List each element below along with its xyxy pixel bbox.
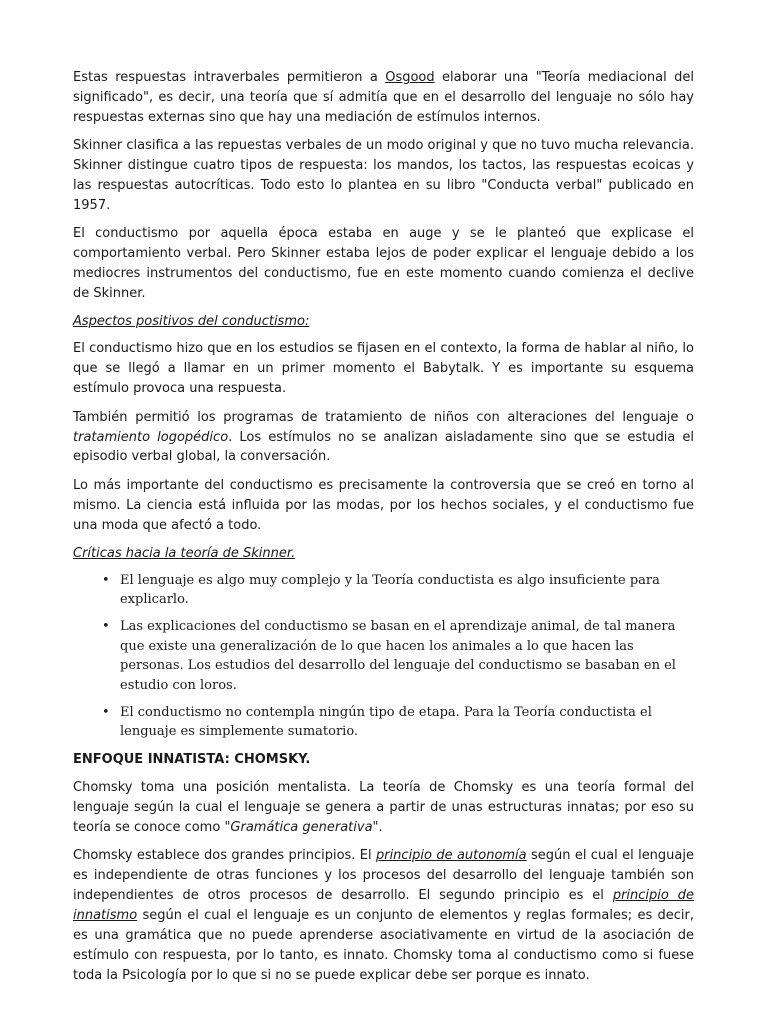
list-item — [73, 703, 694, 742]
bullet-icon: • — [102, 572, 110, 588]
text-span: según el cual el lenguaje es un conjunto de elementos y reglas formales; es decir, es una gramática que no puede aprenderse asociativamente en virtud de la asociación de estímulo con respuesta, por lo tanto, es innato. Chomsky toma al conductismo como si fuese toda la Psicología por lo que si no se puede explicar debe ser porque es innato. — [73, 907, 694, 983]
emphasis-text: principio de innatismo — [73, 887, 694, 923]
bullet-icon: • — [102, 704, 110, 720]
heading-criticisms: Críticas hacia la teoría de Skinner. — [73, 546, 296, 562]
text-span: Estas respuestas intraverbales permitieron a — [73, 70, 386, 85]
paragraph-controversy: Lo más importante del conductismo es precisamente la controversia que se creó en torno al mismo. La ciencia está influida por las modas, por los hechos sociales, y el conductismo fue una moda que afectó a todo. — [73, 477, 694, 533]
text-span: . — [378, 819, 383, 835]
emphasis-text: "Gramática generativa" — [224, 819, 379, 835]
criticism-list — [73, 571, 694, 742]
text-span: También permitió los programas de tratamiento de niños con alteraciones del lenguaje o — [73, 409, 694, 425]
paragraph-osgood — [73, 68, 694, 128]
text-span: Chomsky toma una posición mentalista. La teoría de Chomsky es una teoría formal del lenguaje según la cual el lenguaje se genera a partir de unas estructuras innatas; por eso su teoría se conoce como — [73, 779, 694, 835]
emphasis-text: principio de autonomía — [375, 848, 527, 864]
list-item-text: El lenguaje es algo muy complejo y la Teoría conductista es algo insuficiente para explicarlo. — [120, 572, 660, 608]
bullet-icon: • — [102, 619, 110, 635]
paragraph-babytalk: El conductismo hizo que en los estudios se fijasen en el contexto, la forma de hablar al niño, lo que se llegó a llamar en un primer momento el Babytalk. Y es importante su esquema estímulo provoca una respuesta. — [73, 341, 694, 397]
heading-positive-aspects: Aspectos positivos del conductismo: — [73, 314, 310, 330]
paragraph-treatment — [73, 408, 694, 468]
text-span: . Los estímulos no se analizan aisladamente sino que se estudia el episodio verbal global, la conversación. — [73, 429, 695, 465]
emphasis-text: tratamiento logopédico — [73, 429, 229, 445]
text-span: Chomsky establece dos grandes principios. El — [73, 848, 376, 864]
text-span: según el cual el lenguaje es independiente de otras funciones y los procesos del desarrollo del lenguaje también son independientes de otros procesos de desarrollo. El segundo principio es el — [73, 848, 694, 903]
osgood-link[interactable]: Osgood — [385, 70, 435, 85]
list-item-text: El conductismo no contempla ningún tipo de etapa. Para la Teoría conductista el lenguaje es simplemente sumatorio. — [120, 704, 652, 740]
list-item — [73, 617, 694, 695]
list-item-text: Las explicaciones del conductismo se basan en el aprendizaje animal, de tal manera que existe una generalización de lo que hacen los animales a lo que hacen las personas. Los estudios del desarrollo del lenguaje del conductismo se basaban en el estudio con loros. — [120, 619, 676, 693]
paragraph-chomsky-mentalist — [73, 778, 694, 838]
list-item — [73, 571, 694, 610]
text-span: elaborar una "Teoría mediacional del significado", es decir, una teoría que sí admitía que en el desarrollo del lenguaje no sólo hay respuestas externas sino que hay una mediación de estímulos internos. — [73, 70, 694, 125]
paragraph-skinner-classification: Skinner clasifica a las repuestas verbales de un modo original y que no tuvo mucha relevancia. Skinner distingue cuatro tipos de respuesta: los mandos, los tactos, las respuestas ecoicas y las respuestas autocríticas. Todo esto lo plantea en su libro "Conducta verbal" publicado en 1957. — [73, 138, 694, 213]
paragraph-skinner-decline: El conductismo por aquella época estaba en auge y se le planteó que explicase el comportamiento verbal. Pero Skinner estaba lejos de poder explicar el lenguaje debido a los mediocres instrumentos del conductismo, fue en este momento cuando comienza el declive de Skinner. — [73, 226, 694, 302]
document-body — [73, 68, 694, 994]
paragraph-chomsky-principles — [73, 846, 694, 985]
heading-chomsky: ENFOQUE INNATISTA: CHOMSKY. — [73, 751, 311, 767]
